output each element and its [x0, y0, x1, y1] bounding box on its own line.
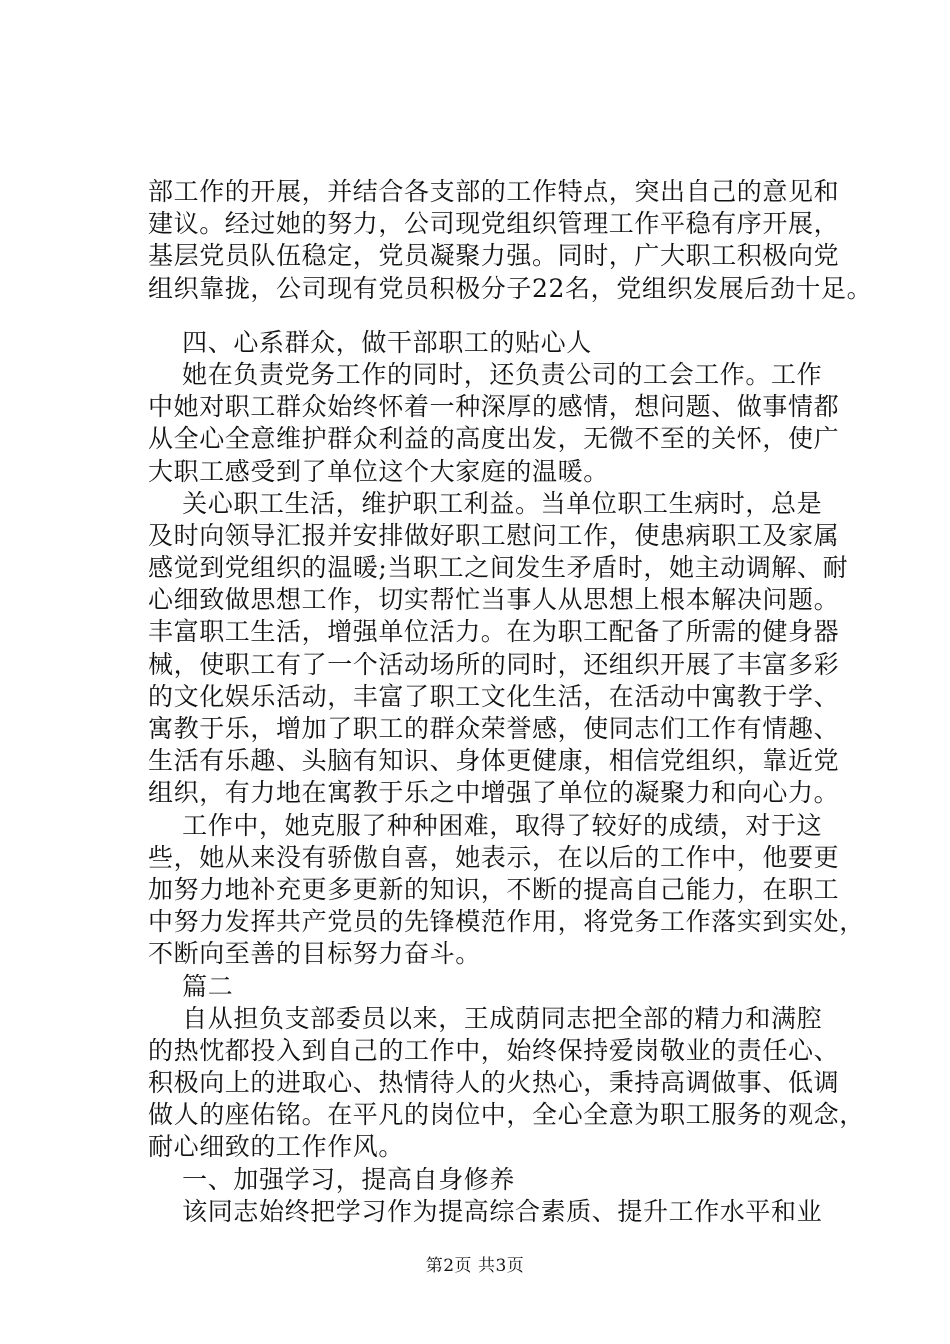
text-line: 械，使职工有了一个活动场所的同时，还组织开展了丰富多彩 [148, 649, 840, 679]
text-line: 的热忱都投入到自己的工作中，始终保持爱岗敬业的责任心、 [148, 1035, 840, 1065]
text-line: 从全心全意维护群众利益的高度出发，无微不至的关怀，使广 [148, 424, 840, 454]
text-line: 建议。经过她的努力，公司现党组织管理工作平稳有序开展， [148, 209, 840, 239]
text-line: 中努力发挥共产党员的先锋模范作用，将党务工作落实到实处， [148, 907, 865, 937]
text-line: 组织靠拢，公司现有党员积极分子22名，党组织发展后劲十足。 [148, 273, 873, 303]
section-heading: 一、加强学习，提高自身修养 [148, 1164, 515, 1194]
section-heading: 篇二 [148, 971, 234, 1001]
text-line: 积极向上的进取心、热情待人的火热心，秉持高调做事、低调 [148, 1068, 840, 1098]
text-line: 她在负责党务工作的同时，还负责公司的工会工作。工作 [148, 359, 823, 389]
text-line: 感觉到党组织的温暖;当职工之间发生矛盾时，她主动调解、耐 [148, 553, 849, 583]
text-line: 中她对职工群众始终怀着一种深厚的感情，想问题、做事情都 [148, 392, 840, 422]
text-line: 加努力地补充更多更新的知识，不断的提高自己能力，在职工 [148, 874, 840, 904]
section-heading: 四、心系群众，做干部职工的贴心人 [148, 327, 592, 357]
text-line: 自从担负支部委员以来，王成荫同志把全部的精力和满腔 [148, 1003, 823, 1033]
text-line: 寓教于乐，增加了职工的群众荣誉感，使同志们工作有情趣、 [148, 714, 840, 743]
text-line: 关心职工生活，维护职工利益。当单位职工生病时，总是 [148, 488, 823, 518]
document-body [148, 176, 873, 1228]
text-line: 的文化娱乐活动，丰富了职工文化生活，在活动中寓教于学、 [148, 681, 840, 711]
text-line: 组织，有力地在寓教于乐之中增强了单位的凝聚力和向心力。 [148, 778, 840, 808]
text-line: 工作中，她克服了种种困难，取得了较好的成绩，对于这 [148, 810, 823, 840]
text-line: 丰富职工生活，增强单位活力。在为职工配备了所需的健身器 [148, 617, 840, 647]
page-number: 第2页 共3页 [425, 1256, 525, 1276]
page-footer [0, 1256, 950, 1276]
text-line: 该同志始终把学习作为提高综合素质、提升工作水平和业 [148, 1196, 823, 1226]
text-line: 些，她从来没有骄傲自喜，她表示，在以后的工作中，他要更 [148, 842, 840, 872]
text-line: 基层党员队伍稳定，党员凝聚力强。同时，广大职工积极向党 [148, 241, 840, 271]
text-line: 不断向至善的目标努力奋斗。 [148, 939, 481, 969]
text-line: 做人的座佑铭。在平凡的岗位中，全心全意为职工服务的观念， [148, 1100, 865, 1130]
paragraph-gap [148, 305, 848, 327]
text-line: 大职工感受到了单位这个大家庭的温暖。 [148, 456, 609, 486]
text-line: 心细致做思想工作，切实帮忙当事人从思想上根本解决问题。 [148, 585, 840, 615]
text-line: 生活有乐趣、头脑有知识、身体更健康，相信党组织，靠近党 [148, 746, 840, 776]
text-line: 部工作的开展，并结合各支部的工作特点，突出自己的意见和 [148, 177, 840, 206]
text-line: 及时向领导汇报并安排做好职工慰问工作，使患病职工及家属 [148, 520, 840, 550]
text-line: 耐心细致的工作作风。 [148, 1132, 405, 1162]
